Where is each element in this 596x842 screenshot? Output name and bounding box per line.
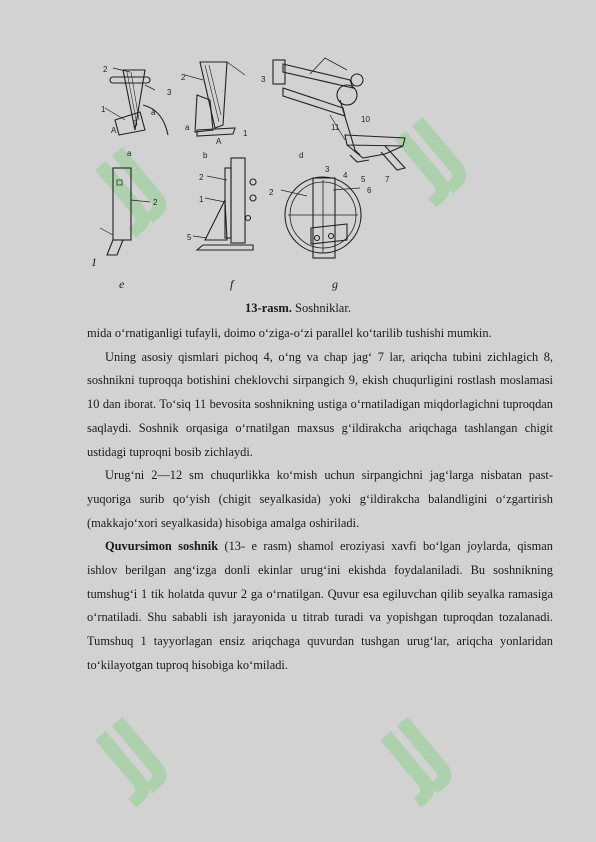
svg-text:10: 10 xyxy=(361,115,370,124)
svg-text:1: 1 xyxy=(243,129,248,138)
paragraph: mida o‘rnatiganligi tufayli, doimo o‘ziga-o‘zi parallel ko‘tarilib tushishi mumkin. xyxy=(87,326,492,340)
body-text xyxy=(87,322,553,678)
svg-text:2: 2 xyxy=(269,188,274,197)
svg-text:A: A xyxy=(216,137,222,146)
svg-text:3: 3 xyxy=(325,165,330,174)
svg-text:β: β xyxy=(133,119,138,128)
svg-text:7: 7 xyxy=(385,175,390,184)
svg-text:6: 6 xyxy=(367,186,372,195)
paragraph xyxy=(87,535,553,677)
svg-text:1: 1 xyxy=(101,105,106,114)
svg-text:1: 1 xyxy=(199,195,204,204)
svg-text:5: 5 xyxy=(187,233,192,242)
svg-text:2: 2 xyxy=(181,73,186,82)
svg-text:a: a xyxy=(185,123,190,132)
svg-text:a: a xyxy=(127,149,132,158)
svg-text:4: 4 xyxy=(343,171,348,180)
svg-text:3: 3 xyxy=(261,75,266,84)
caption-number: 13-rasm. xyxy=(245,301,292,315)
svg-text:2: 2 xyxy=(199,173,204,182)
svg-text:a: a xyxy=(151,108,156,117)
svg-text:3: 3 xyxy=(167,88,172,97)
paragraph: Uning asosiy qismlari pichoq 4, o‘ng va chap jag‘ 7 lar, ariqcha tubini zichlagich 8, soshnikni tuproqqa botishini cheklovchi sirpangich 9, ekish chuqurligini rostlash moslamasi 10 dan iborat. To‘siq 11 bevosita soshnikning ustiga o‘rnatiladigan miqdorlagichni tuproqdan saqlaydi. Soshnik orqasiga o‘rnatilgan maxsus g‘ildirakcha ariqchaga tashlangan chigit ustidagi tuproqni bosib zichlaydi. xyxy=(87,349,553,459)
paragraph-heading: Quvursimon soshnik xyxy=(105,539,219,554)
paragraph: Urug‘ni 2—12 sm chuqurlikka ko‘mish uchun sirpangichni jag‘larga nisbatan past-yuqoriga surib qo‘yish (chigit seyalkasida) yoki g‘ildirakcha balandligini o‘zgartirish (makkajo‘xori seyalkasida) hisobiga amalga oshiriladi. xyxy=(87,468,553,530)
figure-caption xyxy=(0,301,596,316)
figure-label-1: 1 xyxy=(91,255,97,269)
svg-text:b: b xyxy=(203,151,208,160)
svg-text:2: 2 xyxy=(103,65,108,74)
figure-label-f: f xyxy=(230,277,234,291)
figure-label-g: g xyxy=(332,277,338,291)
svg-text:2: 2 xyxy=(153,198,158,207)
paragraph-body: (13- e rasm) shamol eroziyasi xavfi bo‘lgan joylarda, qisman ishlov berilgan ang‘izga donli ekinlar urug‘ini ekishda foydalaniladi. Bu soshnikning tumshug‘i 1 tik holatda quvur 2 ga o‘rnatilgan. Quvur esa egiluvchan qilib seyalka ramasiga o‘rnatiladi. Shu sababli ish jarayonida u titrab turadi va yopishgan tuproqdan tozalanadi. Tumshuq 1 tayyorlagan ensiz ariqchaga quvurdan tushgan urug‘lar, ariqcha yonlaridan to‘kilayotgan tuproq hisobiga ko‘miladi. xyxy=(87,539,554,672)
soshnik-figure xyxy=(85,50,525,295)
svg-text:5: 5 xyxy=(361,175,366,184)
caption-title: Soshniklar. xyxy=(291,301,351,315)
svg-text:d: d xyxy=(299,151,304,160)
figure-label-e: e xyxy=(119,277,125,291)
svg-text:A: A xyxy=(111,126,117,135)
svg-text:11: 11 xyxy=(331,123,340,132)
